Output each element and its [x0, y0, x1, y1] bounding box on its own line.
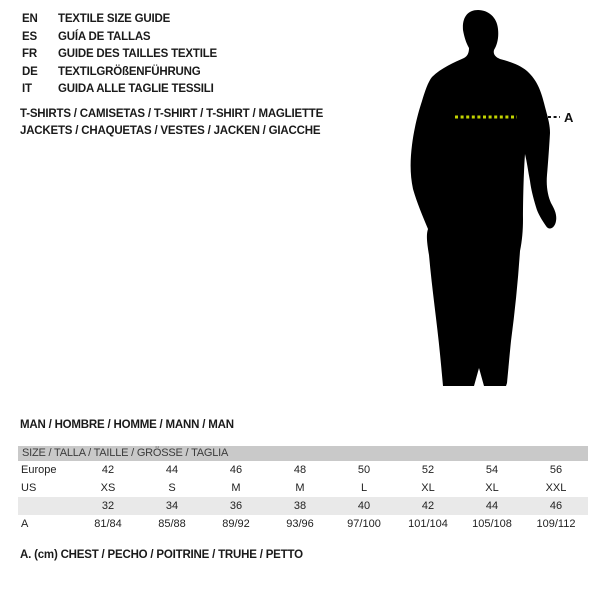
table-cell: 34 [165, 500, 179, 512]
man-silhouette [411, 10, 557, 386]
table-cell: 93/96 [286, 518, 314, 530]
section-title-man: MAN / HOMBRE / HOMME / MANN / MAN [20, 419, 234, 431]
table-cell: 36 [229, 500, 243, 512]
table-cell: 105/108 [472, 518, 512, 530]
table-cell: 42 [101, 464, 115, 476]
language-row-en [22, 11, 217, 29]
row-label: Europe [21, 464, 57, 476]
language-row-de [22, 64, 217, 82]
table-row [18, 479, 588, 497]
table-cell: 42 [421, 500, 435, 512]
table-cell: L [360, 482, 368, 494]
language-label: TEXTILE SIZE GUIDE [58, 13, 171, 25]
language-row-fr [22, 46, 217, 64]
language-label: GUÍA DE TALLAS [58, 30, 151, 43]
language-code: FR [22, 48, 37, 61]
table-cell: 48 [293, 464, 307, 476]
language-row-es [22, 29, 217, 47]
row-label [18, 497, 76, 515]
table-cell: XXL [545, 482, 567, 494]
table-cell: XS [100, 482, 116, 494]
table-cell: 101/104 [408, 518, 448, 530]
language-code: DE [22, 65, 38, 78]
man-silhouette-figure [398, 5, 598, 390]
language-row-it [22, 81, 217, 99]
table-cell: 81/84 [94, 518, 122, 530]
table-cell: 50 [357, 464, 371, 476]
table-cell: XL [485, 482, 499, 494]
size-table [18, 446, 588, 533]
measurement-footnote: A. (cm) CHEST / PECHO / POITRINE / TRUHE / PETTO [20, 549, 303, 561]
language-code: IT [22, 83, 32, 96]
table-row [18, 515, 588, 533]
language-label: TEXTILGRÖßENFÜHRUNG [58, 65, 201, 78]
table-row [18, 461, 588, 479]
table-cell: 44 [165, 464, 179, 476]
category-lines [20, 106, 323, 140]
table-cell: 109/112 [536, 518, 576, 530]
category-line-tshirts: T-SHIRTS / CAMISETAS / T-SHIRT / T-SHIRT / MAGLIETTE [20, 108, 324, 120]
table-cell: S [168, 482, 176, 494]
table-cell: 38 [293, 500, 307, 512]
table-cell: 44 [485, 500, 499, 512]
table-cell: 56 [549, 464, 563, 476]
table-cell: 89/92 [222, 518, 250, 530]
table-cell: 46 [549, 500, 563, 512]
table-cell: 46 [229, 464, 243, 476]
table-cell: 40 [357, 500, 371, 512]
language-list [22, 11, 217, 99]
row-label: US [21, 482, 37, 494]
category-line-jackets: JACKETS / CHAQUETAS / VESTES / JACKEN / GIACCHE [20, 125, 321, 137]
language-label: GUIDE DES TAILLES TEXTILE [58, 48, 217, 61]
table-cell: 54 [485, 464, 499, 476]
table-cell: 52 [421, 464, 435, 476]
table-cell: XL [421, 482, 435, 494]
language-code: ES [22, 30, 37, 43]
row-label: A [21, 518, 29, 530]
table-row [18, 497, 588, 515]
table-cell: M [295, 482, 305, 494]
table-cell: 85/88 [158, 518, 186, 530]
table-cell: 32 [101, 500, 115, 512]
table-cell: M [231, 482, 241, 494]
table-cell: 97/100 [347, 518, 381, 530]
size-table-header: SIZE / TALLA / TAILLE / GRÖSSE / TAGLIA [18, 446, 588, 461]
language-code: EN [22, 13, 38, 25]
measure-label-a: A [564, 110, 574, 125]
language-label: GUIDA ALLE TAGLIE TESSILI [58, 83, 214, 96]
size-table-body [18, 461, 588, 533]
